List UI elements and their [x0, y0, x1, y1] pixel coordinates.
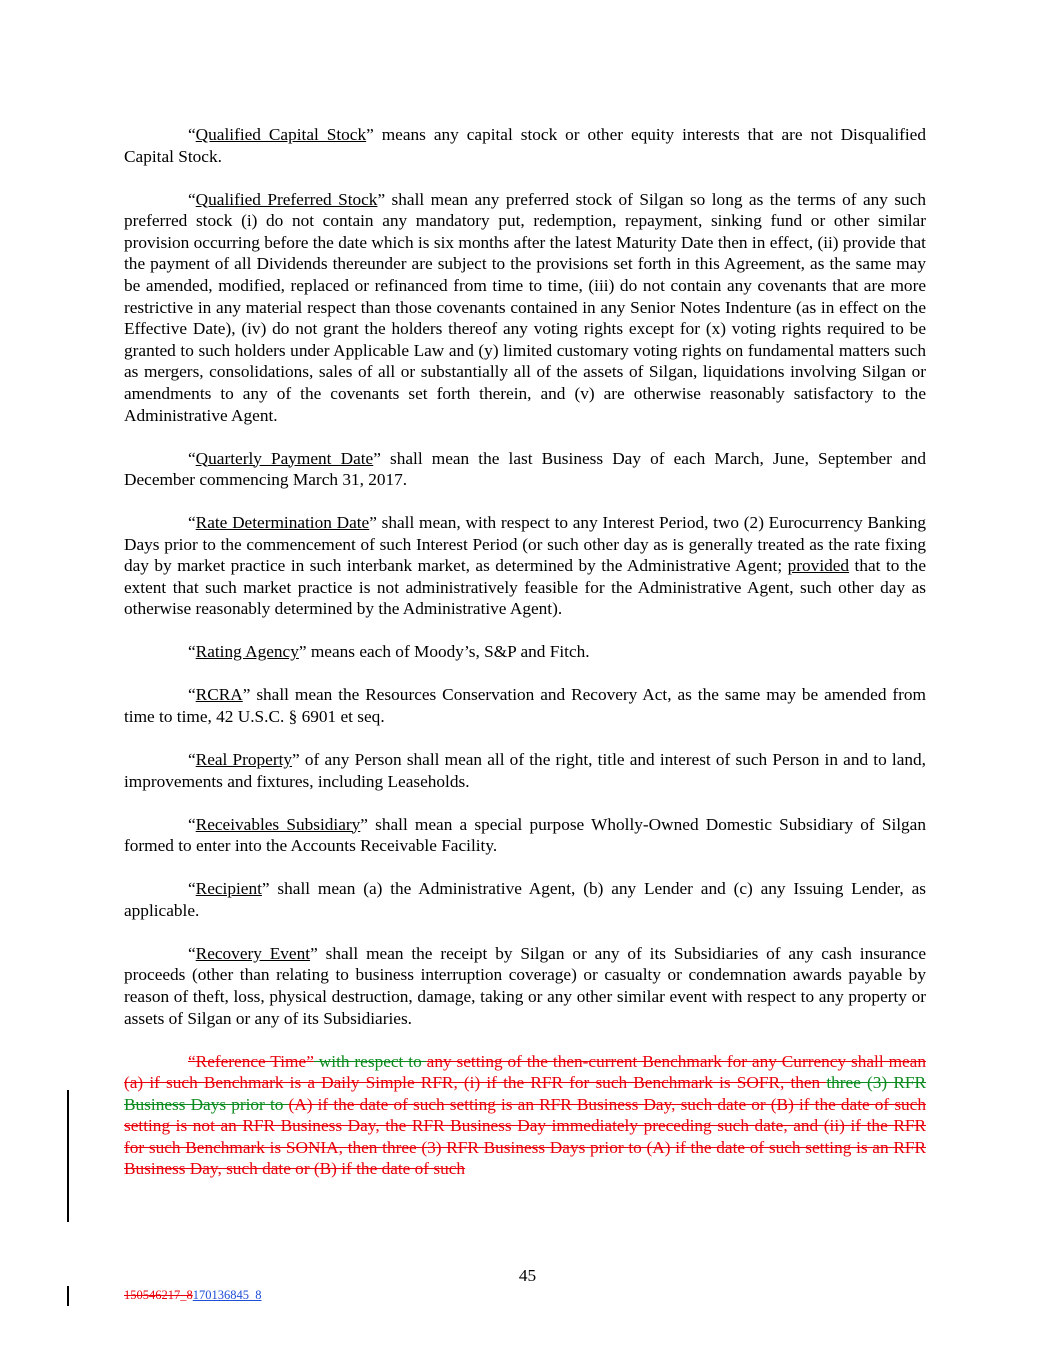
provided-term: provided [787, 556, 850, 576]
defined-term: Rating Agency [195, 642, 299, 662]
definition-rating-agency: “Rating Agency” means each of Moody’s, S&P and Fitch. [188, 642, 590, 662]
document-body [124, 124, 926, 1201]
footer-change-bar [67, 1286, 69, 1306]
definition-text: shall mean the receipt by Silgan or any of its Subsidiaries of any cash insurance proceeds (other than relating to business interruption coverage) or casualty or condemnation awards payable by reason of theft, loss, physical destruction, damage, taking or any other similar event with respect to any property or assets of Silgan or any of its Subsidiaries. [124, 943, 927, 1028]
definition-text: shall mean (a) the Administrative Agent, (b) any Lender and (c) any Issuing Lender, as applicable. [124, 879, 926, 920]
definition-text: shall mean the Resources Conservation and Recovery Act, as the same may be amended from time to time, 42 U.S.C. § 6901 et seq. [124, 685, 926, 727]
defined-term: Qualified Capital Stock [195, 125, 367, 144]
page-number: 45 [518, 1266, 537, 1285]
definition-qualified-capital-stock: “Qualified Capital Stock” means any capital stock or other equity interests that are not Disqualified Capital Stock. [124, 125, 926, 166]
inserted-document-id: 170136845_8 [192, 1288, 262, 1302]
defined-term: Real Property [195, 750, 293, 769]
definition-recovery-event: “Recovery Event” shall mean the receipt by Silgan or any of its Subsidiaries of any cash insurance proceeds (other than relating to business interruption coverage) or casualty or condemnation awards payable by reason of theft, loss, physical destruction, damage, taking or any other similar event with respect to any property or assets of Silgan or any of its Subsidiaries. [124, 943, 927, 1028]
defined-term: Receivables Subsidiary [195, 814, 361, 834]
defined-term: Qualified Preferred Stock [195, 189, 378, 209]
definition-recipient: “Recipient” shall mean (a) the Administrative Agent, (b) any Lender and (c) any Issuing Lender, as applicable. [124, 879, 926, 920]
defined-term: Quarterly Payment Date [195, 448, 374, 468]
definition-text: means each of Moody’s, S&P and Fitch. [306, 642, 590, 662]
definition-text: shall mean any preferred stock of Silgan so long as the terms of any such preferred stock (i) do not contain any mandatory put, redemption, repayment, sinking fund or other similar provision occurring before the date which is six months after the latest Maturity Date then in effect, (ii) provide that the payment of all Dividends thereunder are subject to the provisions set forth in this Agreement, as the same may be amended, modified, replaced or refinanced from time to time, (iii) do not contain any covenants that are more restrictive in any material respect than those covenants contained in any Senior Notes Indenture (as in effect on the Effective Date), (iv) do not grant the holders thereof any voting rights except for (x) voting rights required to be granted to such holders under Applicable Law and (y) limited customary voting rights on fundamental matters such as mergers, consolidations, sales of all or substantially all of the assets of Silgan, liquidations involving Silgan or amendments to any of the covenants set forth therein, and (v) are otherwise reasonably satisfactory to the Administrative Agent. [124, 189, 927, 425]
defined-term: Recovery Event [195, 943, 311, 963]
definition-text: of any Person shall mean all of the right, title and interest of such Person in and to land, improvements and fixtures, including Leaseholds. [124, 750, 926, 791]
definition-rate-determination-date: “Rate Determination Date” shall mean, with respect to any Interest Period, two (2) Eurocurrency Banking Days prior to the commencement of such Interest Period (or such other day as is generally treated as the rate fixing day by market practice in such interbank market, as determined by the Administrative Agent; provided that to the extent that such market practice is not administratively feasible for the Administrative Agent, such other day as otherwise reasonably determined by the Administrative Agent). [124, 513, 926, 619]
definition-text: shall mean the last Business Day of each March, June, September and December commencing March 31, 2017. [124, 448, 926, 490]
deleted-definition-reference-time [124, 1051, 926, 1181]
moved-text: three (3) RFR Business Days prior to [124, 1073, 926, 1114]
deleted-text: (A) if the date of such setting is an RFR Business Day, such date or (B) if the date of such setting is not an RFR Business Day, the RFR Business Day immediately preceding such date, and (ii) if the RFR for such Benchmark is SONIA, then three (3) RFR Business Days prior to (A) if the date of such setting is an RFR Business Day, such date or (B) if the date of such [124, 1094, 926, 1179]
definition-receivables-subsidiary: “Receivables Subsidiary” shall mean a special purpose Wholly-Owned Domestic Subsidiary of Silgan formed to enter into the Accounts Receivable Facility. [124, 814, 926, 856]
deleted-open-quote: “ [188, 1051, 196, 1071]
deleted-close-quote: ” [306, 1051, 314, 1071]
definition-text: that to the extent that such market practice is not administratively feasible for the Administrative Agent, such other day as otherwise reasonably determined by the Administrative Agent). [124, 556, 926, 619]
deleted-defined-term: Reference Time [195, 1051, 307, 1071]
definition-real-property: “Real Property” of any Person shall mean all of the right, title and interest of such Person in and to land, improvements and fixtures, including Leaseholds. [124, 750, 926, 791]
defined-term: RCRA [195, 685, 243, 705]
change-bar [67, 1090, 69, 1222]
definition-rcra: “RCRA” shall mean the Resources Conservation and Recovery Act, as the same may be amended from time to time, 42 U.S.C. § 6901 et seq. [124, 685, 926, 727]
moved-text: with respect to [313, 1051, 427, 1071]
definition-quarterly-payment-date: “Quarterly Payment Date” shall mean the last Business Day of each March, June, September and December commencing March 31, 2017. [124, 448, 926, 490]
defined-term: Recipient [195, 879, 262, 899]
definition-text: shall mean, with respect to any Interest Period, two (2) Eurocurrency Banking Days prior to the commencement of such Interest Period (or such other day as is generally treated as the rate fixing day by market practice in such interbank market, as determined by the Administrative Agent; [124, 513, 926, 576]
defined-term: Rate Determination Date [195, 513, 370, 533]
definition-text: shall mean a special purpose Wholly-Owned Domestic Subsidiary of Silgan formed to enter into the Accounts Receivable Facility. [124, 814, 926, 856]
definition-text: means any capital stock or other equity interests that are not Disqualified Capital Stock. [124, 125, 926, 166]
deleted-document-id: 150546217_8 [124, 1288, 193, 1302]
definition-qualified-preferred-stock: “Qualified Preferred Stock” shall mean any preferred stock of Silgan so long as the terms of any such preferred stock (i) do not contain any mandatory put, redemption, repayment, sinking fund or other similar provision occurring before the date which is six months after the latest Maturity Date then in effect, (ii) provide that the payment of all Dividends thereunder are subject to the provisions set forth in this Agreement, as the same may be amended, modified, replaced or refinanced from time to time, (iii) do not contain any covenants that are more restrictive in any material respect than those covenants contained in any Senior Notes Indenture (as in effect on the Effective Date), (iv) do not grant the holders thereof any voting rights except for (x) voting rights required to be granted to such holders under Applicable Law and (y) limited customary voting rights on fundamental matters such as mergers, consolidations, sales of all or substantially all of the assets of Silgan, liquidations involving Silgan or amendments to any of the covenants set forth therein, and (v) are otherwise reasonably satisfactory to the Administrative Agent. [124, 189, 927, 425]
deleted-text: any setting of the then-current Benchmark for any Currency shall mean (a) if such Benchmark is a Daily Simple RFR, (i) if the RFR for such Benchmark is SOFR, then [124, 1051, 926, 1093]
document-id-footer [124, 1288, 262, 1303]
